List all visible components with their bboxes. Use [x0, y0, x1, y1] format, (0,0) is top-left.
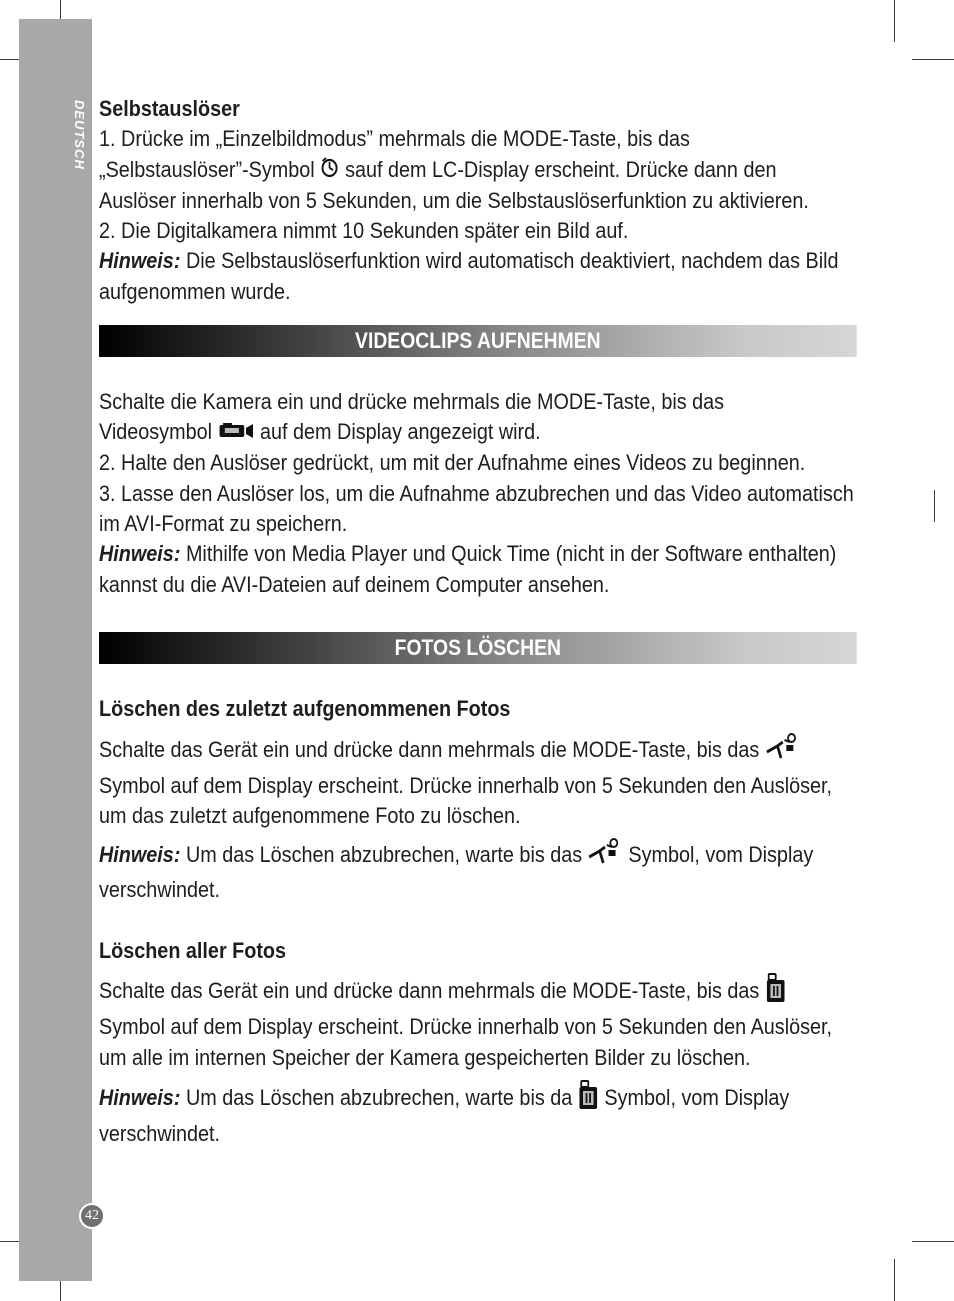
- delete-last-icon: [588, 837, 623, 875]
- delete-all-icon: [578, 1079, 599, 1119]
- delete-all-note-label: Hinweis:: [99, 1085, 181, 1111]
- self-timer-icon: [320, 156, 339, 186]
- page-number: 42: [79, 1203, 105, 1229]
- delete-all-note-text-b: Symbol, vom Display verschwindet.: [99, 1085, 790, 1147]
- self-timer-step-1-text-d: Auslöser innerhalb von 5 Sekunden, um die Selbstauslöserfunktion zu aktivieren.: [99, 187, 809, 213]
- language-label: DEUTSCH: [72, 100, 87, 170]
- delete-last-note: [99, 837, 857, 906]
- self-timer-note-label: Hinweis:: [99, 248, 181, 274]
- delete-last-heading: Löschen des zuletzt aufgenommenen Fotos: [99, 695, 511, 721]
- self-timer-step-1-text-b: „Selbstauslöser”-Symbol: [99, 156, 315, 182]
- delete-all-text-a: Schalte das Gerät ein und drücke dann mehrmals die MODE-Taste, bis das: [99, 978, 760, 1004]
- delete-all-text-b: Symbol auf dem Display erscheint. Drücke innerhalb von 5 Sekunden den Auslöser, um alle im internen Speicher der Kamera gespeicherten Bilder zu löschen.: [99, 1014, 833, 1070]
- self-timer-step-1-text-c: sauf dem LC-Display erscheint. Drücke dann den: [345, 156, 777, 182]
- delete-last-note-label: Hinweis:: [99, 842, 181, 868]
- crop-mark: [894, 1259, 895, 1301]
- video-step-2: 2. Halte den Auslöser gedrückt, um mit der Aufnahme eines Videos zu beginnen.: [99, 450, 806, 476]
- delete-last-text-a: Schalte das Gerät ein und drücke dann mehrmals die MODE-Taste, bis das: [99, 737, 760, 763]
- video-note-text: Mithilfe von Media Player und Quick Time (nicht in der Software enthalten) kannst du die AVI-Dateien auf deinem Computer ansehen.: [99, 541, 837, 597]
- crop-mark: [934, 490, 935, 522]
- delete-last-text: [99, 732, 857, 831]
- delete-all-note: [99, 1079, 857, 1150]
- self-timer-heading: Selbstauslöser: [99, 96, 240, 121]
- video-note: [99, 539, 857, 600]
- self-timer-step-2: 2. Die Digitalkamera nimmt 10 Sekunden später ein Bild auf.: [99, 218, 629, 244]
- crop-mark: [894, 0, 895, 42]
- self-timer-note-text: Die Selbstauslöserfunktion wird automatisch deaktiviert, nachdem das Bild aufgenommen wurde.: [99, 248, 839, 304]
- delete-last-icon: [765, 732, 800, 770]
- delete-last-text-b: Symbol auf dem Display erscheint. Drücke innerhalb von 5 Sekunden den Auslöser, um das zuletzt aufgenommene Foto zu löschen.: [99, 772, 833, 828]
- delete-all-heading: Löschen aller Fotos: [99, 937, 287, 963]
- video-step-1-text-b: Videosymbol: [99, 419, 213, 445]
- delete-last-note-text-b: Symbol, vom Display verschwindet.: [99, 842, 814, 903]
- crop-mark: [912, 1241, 954, 1242]
- side-bar: [19, 19, 92, 1281]
- self-timer-note: [99, 246, 857, 307]
- page-content: [99, 94, 857, 1150]
- video-camera-icon: [218, 418, 255, 448]
- delete-all-text: [99, 972, 857, 1073]
- video-section-banner: VIDEOCLIPS AUFNEHMEN: [99, 325, 857, 357]
- delete-all-note-text-a: Um das Löschen abzubrechen, warte bis da: [185, 1085, 573, 1111]
- video-step-3: 3. Lasse den Auslöser los, um die Aufnahme abzubrechen und das Video automatisch im AVI-Format zu speichern.: [99, 480, 854, 537]
- self-timer-step-1: [99, 124, 857, 216]
- video-step-1-text-a: Schalte die Kamera ein und drücke mehrmals die MODE-Taste, bis das: [99, 388, 725, 414]
- crop-mark: [912, 59, 954, 60]
- delete-all-icon: [765, 972, 786, 1012]
- video-note-label: Hinweis:: [99, 541, 181, 567]
- delete-last-note-text-a: Um das Löschen abzubrechen, warte bis das: [185, 842, 583, 868]
- self-timer-step-1-text-a: 1. Drücke im „Einzelbildmodus” mehrmals die MODE-Taste, bis das: [99, 126, 690, 152]
- delete-section-banner: FOTOS LÖSCHEN: [99, 632, 857, 664]
- video-step-1: [99, 387, 857, 449]
- video-step-1-text-c: auf dem Display angezeigt wird.: [259, 419, 541, 445]
